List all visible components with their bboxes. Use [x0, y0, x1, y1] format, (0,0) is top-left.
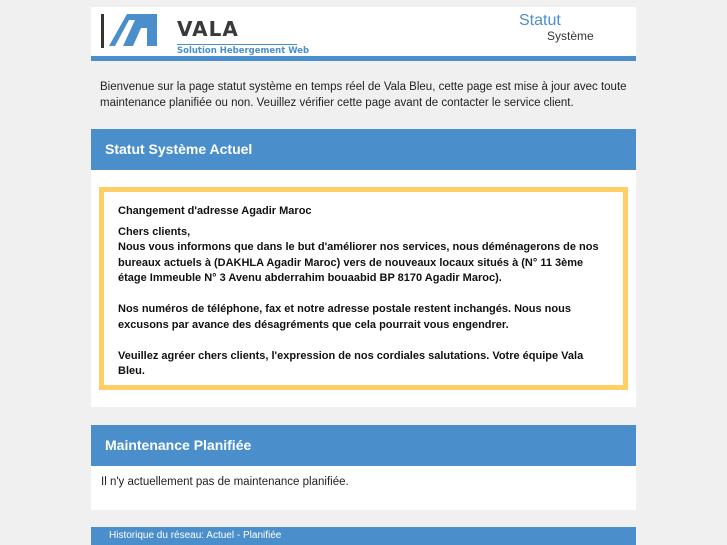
- notice-paragraph-1: Nous vous informons que dans le but d'améliorer nos services, nous déménagerons de nos bureaux actuels à (DAKHLA Agadir Maroc) vers de nouveaux locaux situés à (N° 11 3ème étage Immeuble N° 3 Avenu abderrahim bouaabid BP 8170 Agadir Maroc).: [118, 241, 599, 284]
- current-status-section: [91, 129, 636, 407]
- vala-logo[interactable]: [101, 12, 310, 56]
- vala-logo-icon: [101, 12, 161, 52]
- network-history-separator: -: [236, 530, 241, 541]
- current-status-heading: Statut Système Actuel: [91, 129, 636, 170]
- intro-text: Bienvenue sur la page statut système en temps réel de Vala Bleu, cette page est mise à jour avec toute maintenance planifiée ou non. Veuillez vérifier cette page avant de contacter le service client.: [100, 81, 627, 109]
- notice-greeting: Chers clients,: [118, 225, 191, 238]
- network-history-link-current[interactable]: Actuel: [206, 530, 235, 541]
- notice-paragraph-2: Nos numéros de téléphone, fax et notre adresse postale restent inchangés. Nous nous excusons par avance des désagréments que cela pourrait vous engendrer.: [118, 303, 571, 331]
- status-notice: [99, 187, 628, 390]
- site-header: [91, 7, 636, 61]
- network-history-label: Historique du réseau:: [109, 530, 205, 541]
- logo-name: VALA: [177, 17, 239, 41]
- network-history-bar: [91, 527, 636, 545]
- logo-tagline: Solution Hebergement Web: [177, 46, 310, 56]
- notice-spacer: [118, 287, 609, 303]
- notice-title: Changement d'adresse Agadir Maroc: [118, 205, 312, 217]
- notice-paragraph-3: Veuillez agréer chers clients, l'expression de nos cordiales salutations. Votre équipe Vala Bleu.: [118, 349, 584, 377]
- planned-maintenance-text: Il n'y actuellement pas de maintenance planifiée.: [101, 476, 349, 488]
- network-history-link-planned[interactable]: Planifiée: [243, 530, 282, 541]
- notice-spacer: [118, 333, 609, 349]
- page-subtitle: Système: [547, 29, 594, 43]
- planned-maintenance-heading: Maintenance Planifiée: [91, 425, 636, 466]
- page-title: Statut: [519, 12, 561, 29]
- planned-maintenance-section: [91, 425, 636, 510]
